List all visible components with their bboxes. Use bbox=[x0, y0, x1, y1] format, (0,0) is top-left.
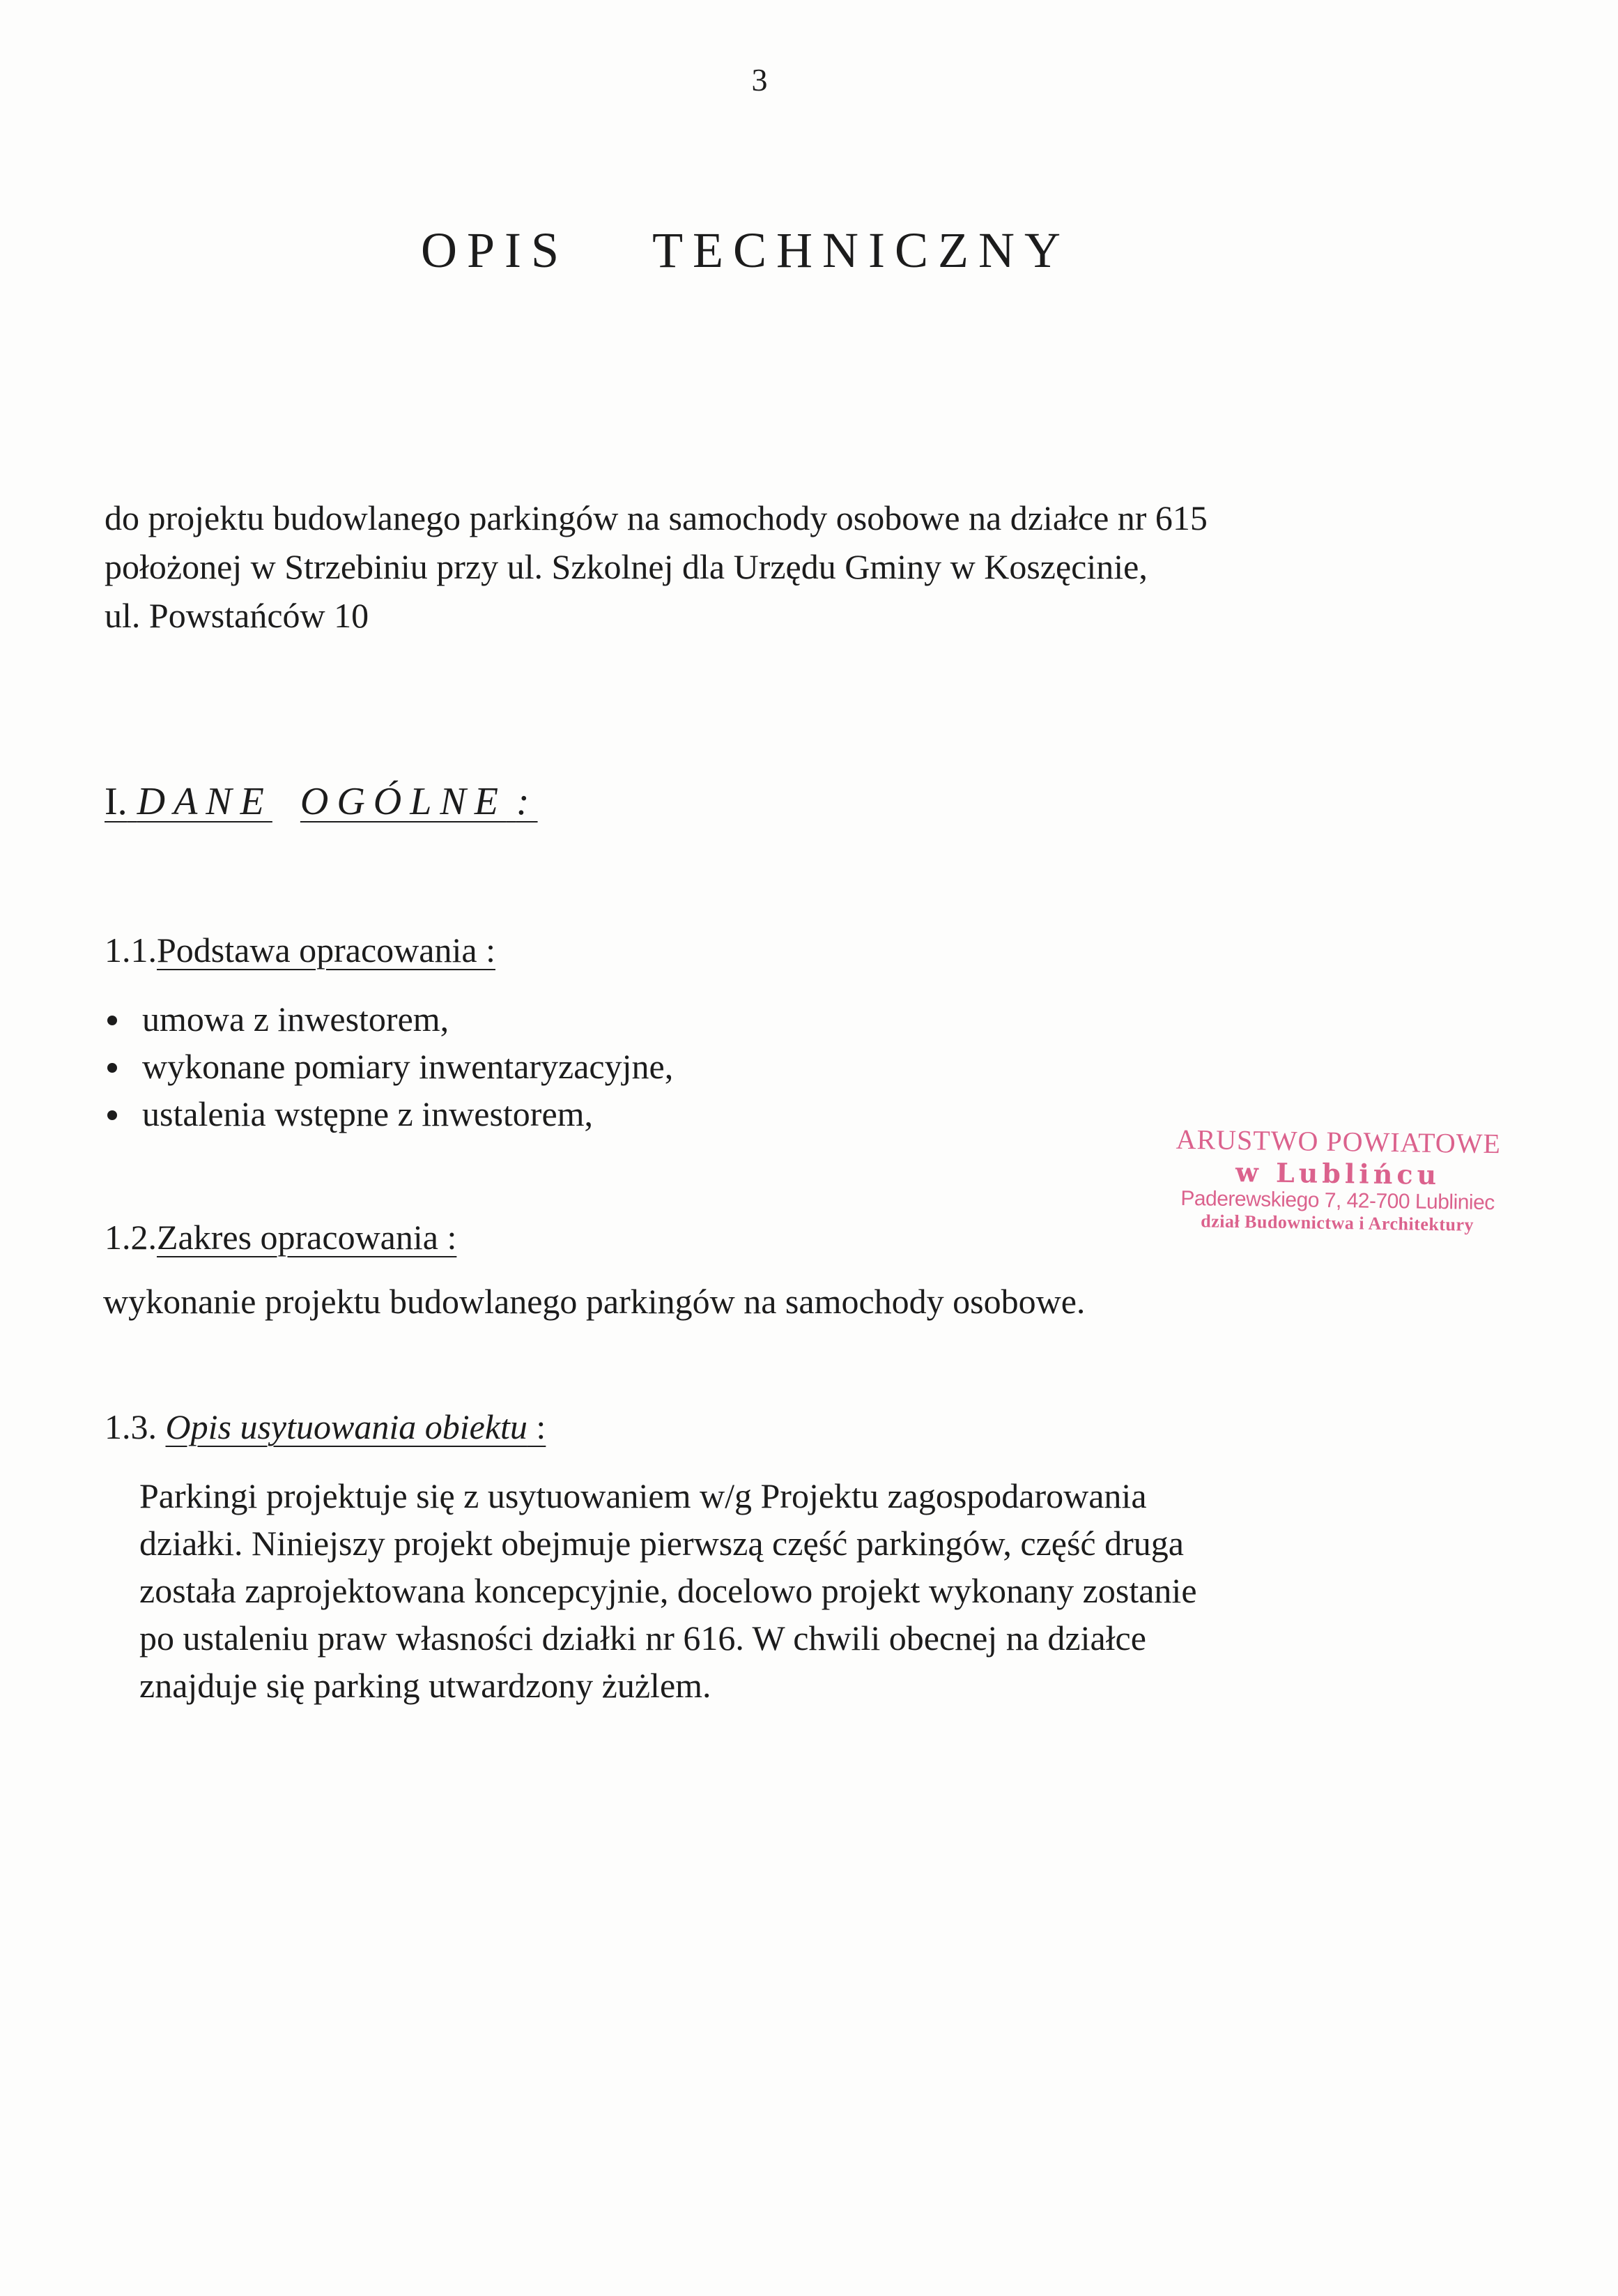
scope-text: wykonanie projektu budowlanego parkingów na samochody osobowe. bbox=[103, 1282, 1086, 1321]
subsection-number: 1.2. bbox=[105, 1218, 157, 1257]
section-title-part-2: OGÓLNE bbox=[300, 780, 507, 823]
section-title-colon: : bbox=[516, 780, 538, 823]
page-number: 3 bbox=[751, 62, 768, 98]
stamp-line: w Lublińcu bbox=[1235, 1156, 1441, 1191]
paragraph-line: znajduje się parking utwardzony żużlem. bbox=[139, 1666, 711, 1705]
intro-line: ul. Powstańców 10 bbox=[105, 596, 369, 635]
stamp-line: Paderewskiego 7, 42-700 Lubliniec bbox=[1180, 1186, 1495, 1215]
basis-bullet-list bbox=[105, 995, 673, 1138]
intro-line: do projektu budowlanego parkingów na samochody osobowe na działce nr 615 bbox=[105, 498, 1208, 537]
stamp-line: dział Budownictwa i Architektury bbox=[1201, 1211, 1474, 1235]
subsection-colon: : bbox=[527, 1407, 546, 1446]
list-item: ustalenia wstępne z inwestorem, bbox=[105, 1090, 673, 1138]
list-item: wykonane pomiary inwentaryzacyjne, bbox=[105, 1043, 673, 1090]
document-title bbox=[421, 222, 1070, 280]
location-paragraph bbox=[139, 1472, 1197, 1709]
section-heading-general-data bbox=[105, 779, 538, 824]
subsection-label: Opis usytuowania obiektu bbox=[165, 1407, 527, 1446]
subsection-heading-scope bbox=[105, 1217, 456, 1257]
list-item: umowa z inwestorem, bbox=[105, 995, 673, 1043]
subsection-heading-basis bbox=[105, 930, 495, 970]
intro-paragraph bbox=[105, 493, 1208, 640]
subsection-number: 1.1. bbox=[105, 931, 157, 970]
title-word-2: TECHNICZNY bbox=[652, 222, 1071, 278]
subsection-label: Podstawa opracowania : bbox=[157, 931, 495, 970]
paragraph-line: działki. Niniejszy projekt obejmuje pierwszą część parkingów, część druga bbox=[139, 1524, 1184, 1563]
paragraph-line: po ustaleniu praw własności działki nr 616. W chwili obecnej na działce bbox=[139, 1618, 1146, 1658]
paragraph-line: została zaprojektowana koncepcyjnie, docelowo projekt wykonany zostanie bbox=[139, 1571, 1197, 1610]
stamp-line: ARUSTWO POWIATOWE bbox=[1176, 1123, 1502, 1160]
subsection-heading-location bbox=[105, 1407, 546, 1447]
subsection-number: 1.3. bbox=[105, 1407, 157, 1446]
intro-line: położonej w Strzebiniu przy ul. Szkolnej dla Urzędu Gminy w Koszęcinie, bbox=[105, 547, 1148, 586]
paragraph-line: Parkingi projektuje się z usytuowaniem w/g Projektu zagospodarowania bbox=[139, 1476, 1147, 1515]
subsection-label: Zakres opracowania : bbox=[157, 1218, 457, 1257]
official-stamp bbox=[1156, 1122, 1520, 1236]
section-title-part-1: DANE bbox=[137, 780, 272, 823]
section-number: I. bbox=[105, 780, 128, 823]
title-word-1: OPIS bbox=[421, 222, 569, 278]
